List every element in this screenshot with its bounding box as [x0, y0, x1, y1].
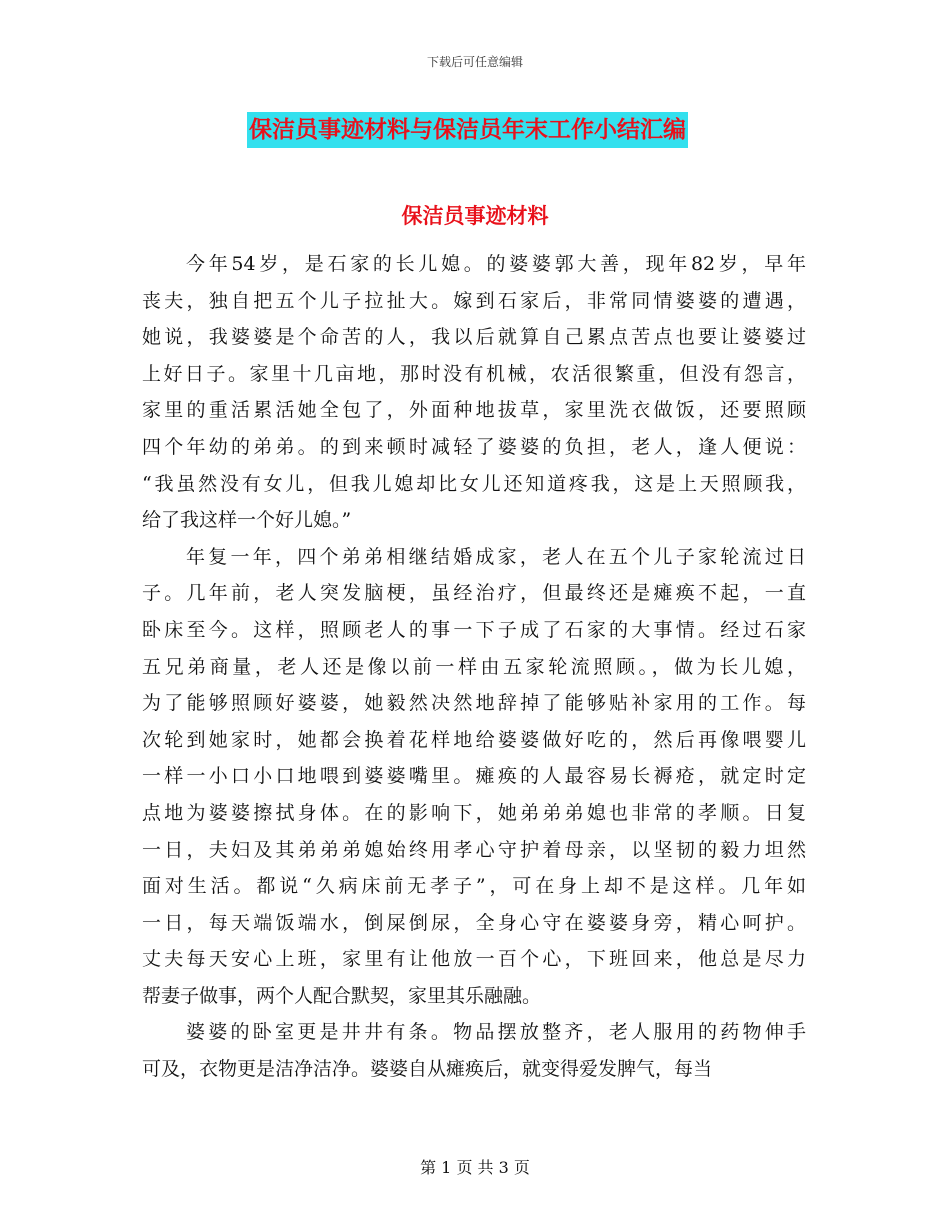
text-line: 五兄弟商量，老人还是像以前一样由五家轮流照顾。，做为长儿媳， [142, 655, 806, 678]
paragraph [142, 539, 806, 1015]
text-line: 今年54岁，是石家的长儿媳。的婆婆郭大善，现年82岁，早年 [186, 253, 806, 275]
text-line: 家里的重活累活她全包了，外面种地拔草，家里洗衣做饭，还要照顾 [142, 399, 806, 422]
text-line: 四个年幼的弟弟。的到来顿时减轻了婆婆的负担，老人，逢人便说： [142, 435, 806, 458]
text-line: 一日，夫妇及其弟弟弟媳始终用孝心守护着母亲，以坚韧的毅力坦然 [142, 838, 806, 861]
text-line: 面对生活。都说“久病床前无孝子”，可在身上却不是这样。几年如 [142, 875, 806, 898]
text-line: 点地为婆婆擦拭身体。在的影响下，她弟弟弟媳也非常的孝顺。日复 [142, 801, 806, 824]
body-text [142, 246, 806, 1088]
text-line: 丈夫每天安心上班，家里有让他放一百个心，下班回来，他总是尽力 [142, 948, 806, 971]
text-line: 给了我这样一个好儿媳。” [142, 509, 352, 532]
text-line: 帮妻子做事，两个人配合默契，家里其乐融融。 [142, 984, 542, 1007]
text-line: 为了能够照顾好婆婆，她毅然决然地辞掉了能够贴补家用的工作。每 [142, 692, 806, 715]
header-note: 下载后可任意编辑 [426, 55, 523, 69]
page-footer: 第 1 页 共 3 页 [420, 1158, 530, 1177]
text-line: “我虽然没有女儿，但我儿媳却比女儿还知道疼我，这是上天照顾我， [142, 472, 806, 495]
document-title: 保洁员事迹材料与保洁员年末工作小结汇编 [247, 112, 688, 148]
section-title: 保洁员事迹材料 [401, 204, 549, 228]
text-line: 一样一小口小口地喂到婆婆嘴里。瘫痪的人最容易长褥疮，就定时定 [142, 765, 806, 788]
text-line: 次轮到她家时，她都会换着花样地给婆婆做好吃的，然后再像喂婴儿 [142, 728, 806, 751]
text-line: 卧床至今。这样，照顾老人的事一下子成了石家的大事情。经过石家 [142, 618, 806, 641]
text-line: 她说，我婆婆是个命苦的人，我以后就算自己累点苦点也要让婆婆过 [142, 326, 806, 349]
text-line: 上好日子。家里十几亩地，那时没有机械，农活很繁重，但没有怨言， [142, 362, 806, 385]
paragraph [142, 1014, 806, 1087]
text-line: 年复一年，四个弟弟相继结婚成家，老人在五个儿子家轮流过日 [186, 545, 806, 568]
text-line: 一日，每天端饭端水，倒屎倒尿，全身心守在婆婆身旁，精心呵护。 [142, 911, 806, 934]
text-line: 婆婆的卧室更是井井有条。物品摆放整齐，老人服用的药物伸手 [186, 1021, 806, 1044]
text-line: 丧夫，独自把五个儿子拉扯大。嫁到石家后，非常同情婆婆的遭遇， [142, 289, 806, 312]
text-line: 可及，衣物更是洁净洁净。婆婆自从瘫痪后，就变得爱发脾气，每当 [142, 1058, 713, 1081]
text-line: 子。几年前，老人突发脑梗，虽经治疗，但最终还是瘫痪不起，一直 [142, 582, 806, 605]
paragraph [142, 246, 806, 539]
